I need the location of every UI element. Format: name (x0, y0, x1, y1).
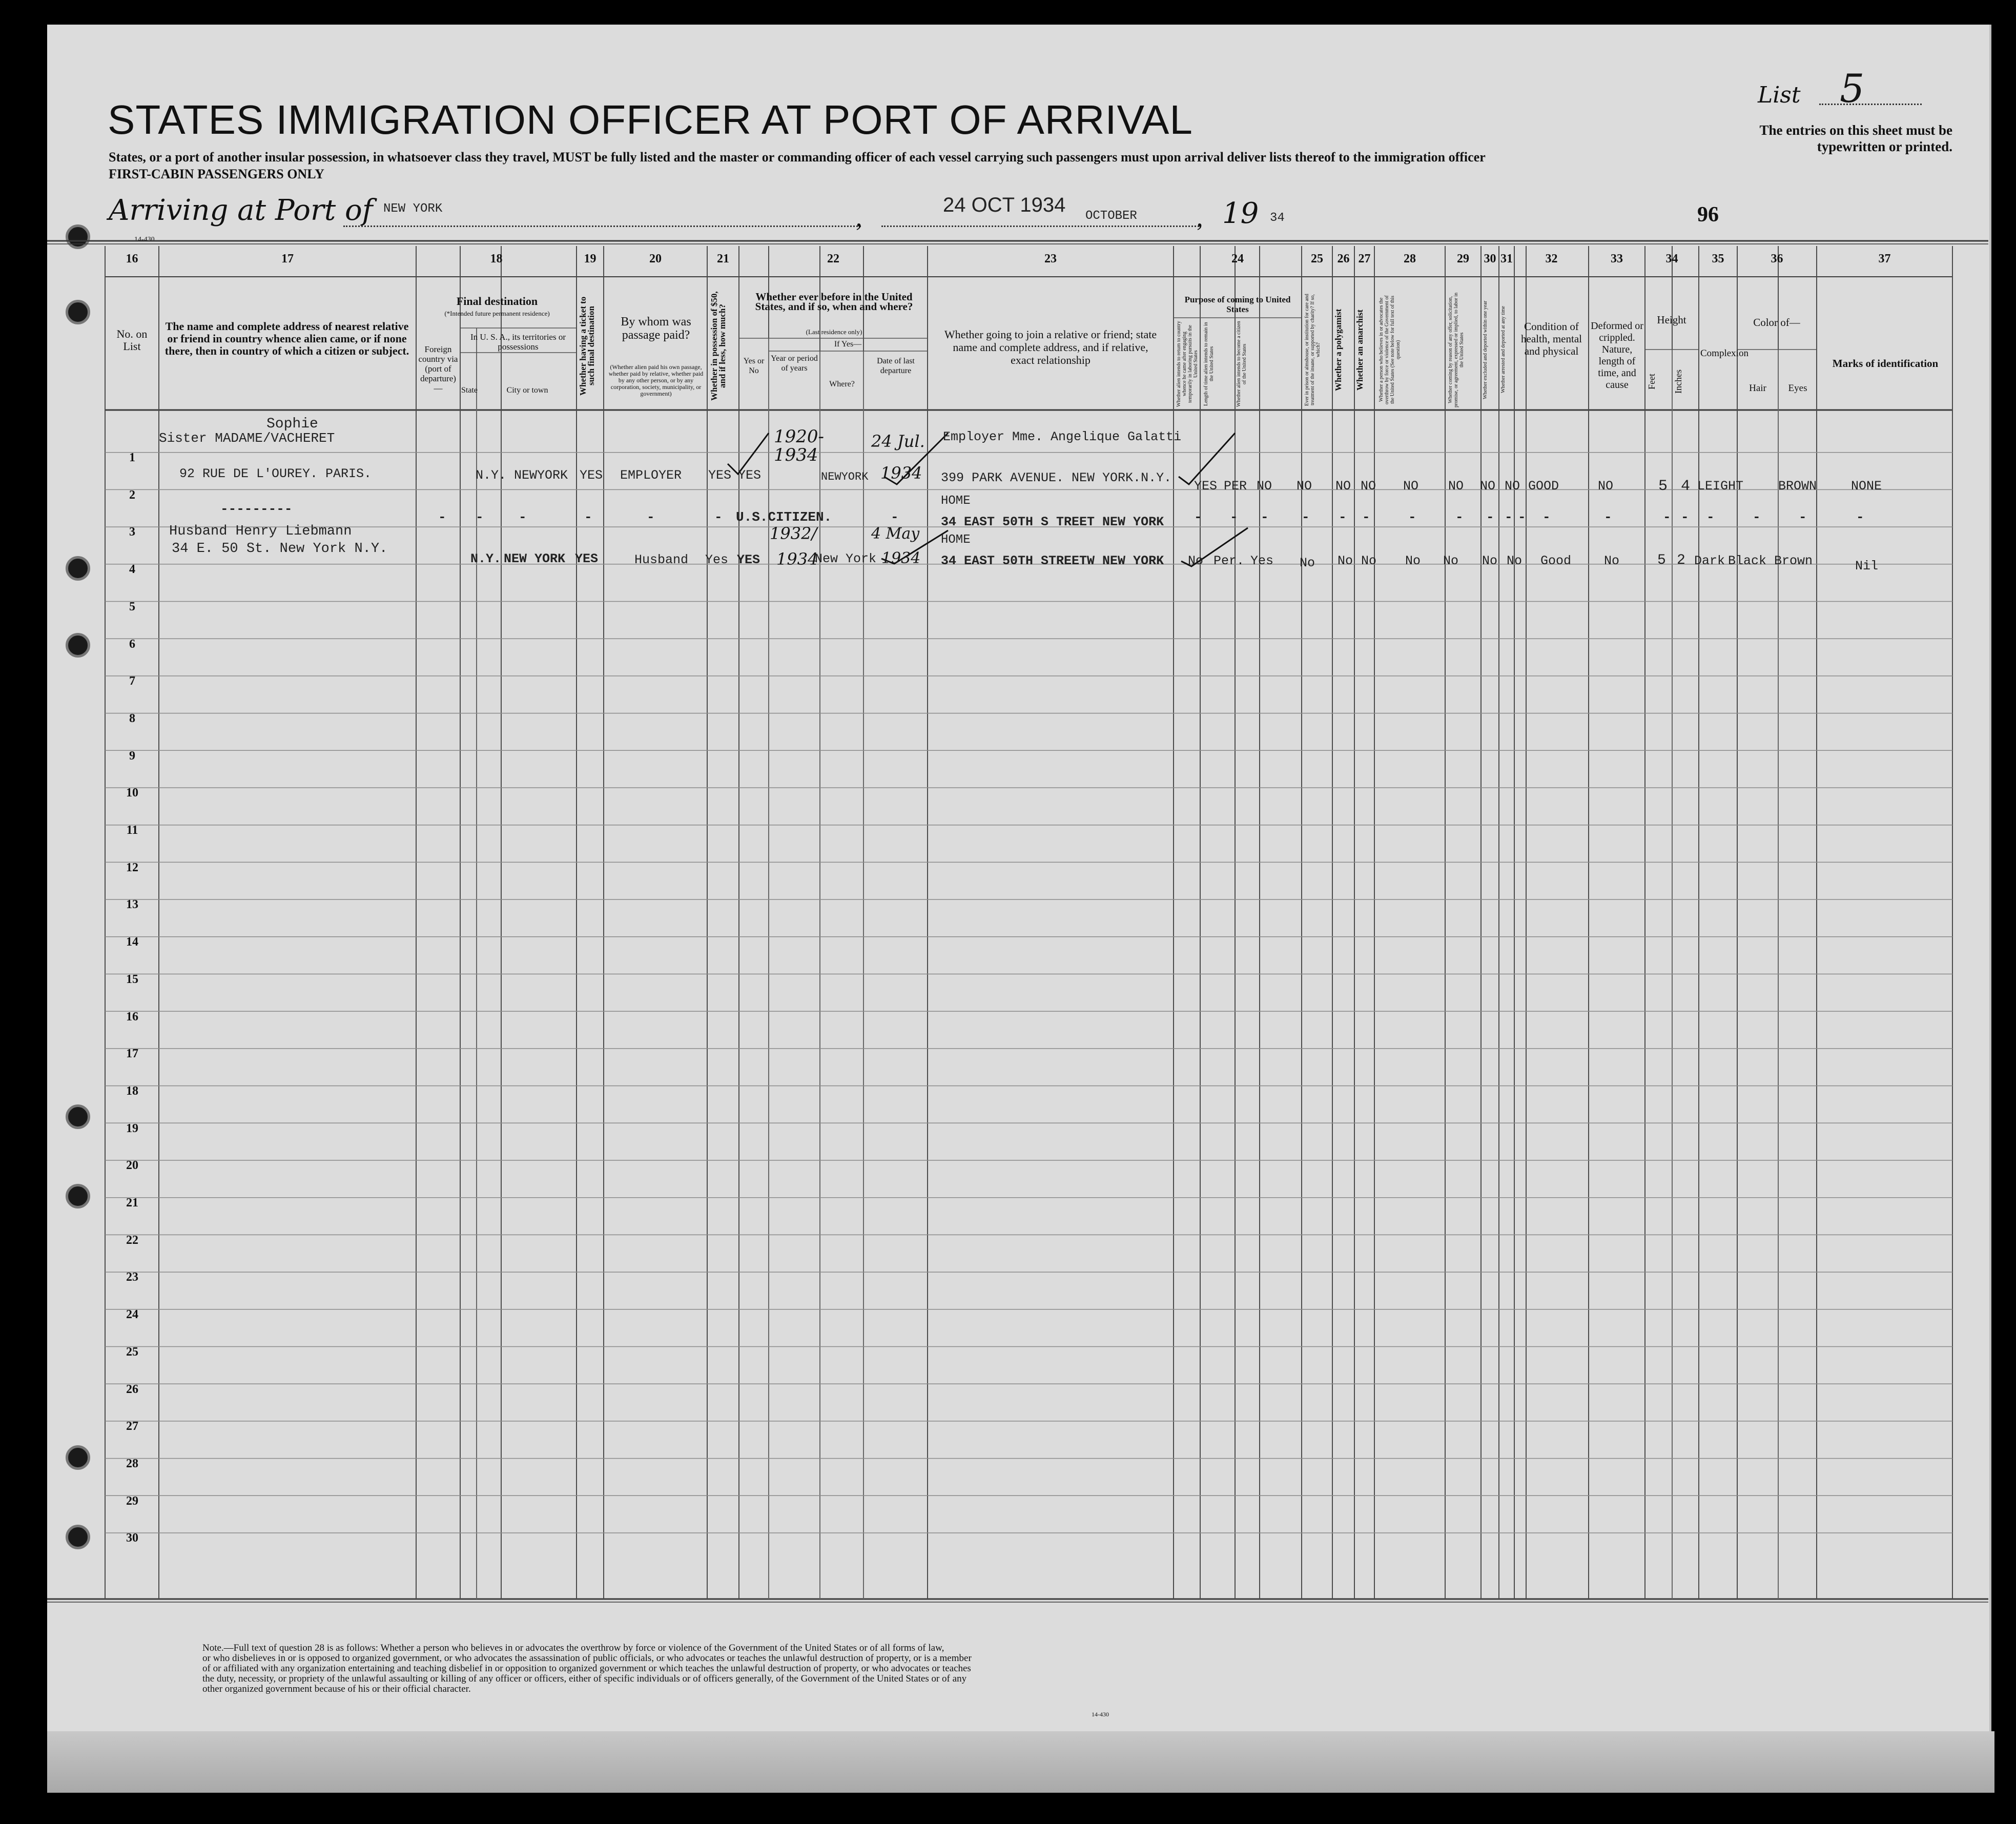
col-header-sub: Where? (829, 380, 855, 388)
row-number: 7 (129, 674, 135, 688)
row-number: 28 (126, 1457, 138, 1470)
list-label: List (1758, 82, 1801, 108)
height-inches: 4 (1681, 478, 1691, 495)
blank-dash: - (1542, 509, 1551, 525)
row-number: 13 (126, 898, 138, 912)
ticket: YES (575, 551, 599, 566)
col-header-sub: In U. S. A., its territories or possessions (470, 332, 566, 352)
relative-address: 34 E. 50 St. New York N.Y. (172, 541, 388, 557)
col-header-label: Ever in prison or almshouse, or institution for care and treatment of the insane, or supported by charity? If so, which? (1304, 294, 1321, 406)
row-number: 8 (129, 711, 135, 725)
relative-name: --------- (220, 501, 293, 517)
col-header-label: Whether going to join a relative or friend; state name and complete address, and if relative, exact relationship (944, 328, 1157, 366)
column-number: 25 (1311, 252, 1323, 265)
row-number: 5 (129, 600, 135, 613)
height-feet: 5 (1658, 478, 1668, 495)
col-header-sub: City or town (506, 386, 548, 395)
col-header-label: Marks of identification (1832, 357, 1939, 370)
row-number: 24 (126, 1308, 138, 1322)
row-number: 16 (126, 1010, 138, 1023)
marks: NONE (1851, 479, 1882, 494)
arrival-stamp-date: 24 OCT 1934 (943, 194, 1066, 216)
column-number: 16 (126, 252, 138, 265)
row-number: 2 (129, 488, 135, 502)
joining-address: 34 EAST 50TH STREETW NEW YORK (941, 554, 1164, 568)
ticket: YES (580, 468, 603, 483)
col-header-sub: Year or period of years (771, 354, 818, 373)
column-number: 19 (584, 252, 596, 265)
q30: No (1482, 554, 1498, 568)
joining-address: 399 PARK AVENUE. NEW YORK.N.Y. (941, 470, 1172, 485)
hair: Black (1728, 554, 1767, 568)
col-header-sub: Foreign country via (port of departure)— (418, 344, 458, 393)
col-header-note: (Last residence only) (806, 328, 862, 336)
blank-dash: - (1604, 509, 1612, 525)
q29: No (1443, 554, 1459, 568)
column-number: 28 (1404, 252, 1416, 265)
column-number: 22 (827, 252, 839, 265)
column-number: 31 (1500, 252, 1513, 265)
column-number: 23 (1044, 252, 1057, 265)
dest-city: NEWYORK (514, 468, 568, 483)
column-number: 17 (281, 252, 294, 265)
blank-dash: - (647, 509, 655, 525)
col-header-label: Whether a person who believes in or advocates the overthrow by force or violence of the Government of the United States (See note below for full text of this question) (1379, 295, 1401, 404)
column-number: 27 (1358, 252, 1371, 265)
column-number: 33 (1611, 252, 1623, 265)
footnote-line: Note.—Full text of question 28 is as follows: Whether a person who believes in or advocates the overthrow by force or violence of the Government of the United States or of all forms of law, (202, 1643, 944, 1653)
blank-dash: - (1486, 509, 1494, 525)
where-in-us: New York (815, 551, 877, 566)
blank-dash: - (438, 509, 446, 525)
arriving-label: Arriving at Port of (109, 194, 373, 227)
row-number: 15 (126, 972, 138, 986)
column-number: 36 (1771, 252, 1783, 265)
month-value: OCTOBER (1085, 209, 1137, 223)
col-header-note: (Whether alien paid his own passage, whether paid by relative, whether paid by any other person, or by any corporation, society, municipality, or government) (608, 363, 704, 397)
year-suffix: 34 (1270, 211, 1285, 225)
col-header-label: Whether arrested and deported at any time (1500, 306, 1506, 394)
col-header-label: Whether in possession of $50, and if less, how much? (709, 291, 727, 401)
relative-name: Husband Henry Liebmann (169, 524, 352, 539)
before-in-us: U.S.CITIZEN. (736, 509, 832, 525)
col-header-label: Whether excluded and deported within one year (1483, 300, 1488, 399)
page-title: STATES IMMIGRATION OFFICER AT PORT OF ARRIVAL (108, 97, 1193, 142)
col-header-label: No. on List (116, 327, 148, 353)
row-number: 18 (126, 1084, 138, 1098)
col-header-sub: Whether alien intends to become a citizen of the United States (1236, 321, 1247, 407)
blank-dash: - (1799, 509, 1807, 525)
q28: NO (1403, 479, 1419, 494)
first-cabin-label: FIRST-CABIN PASSENGERS ONLY (109, 167, 324, 181)
joining-address: 34 EAST 50TH S TREET NEW YORK (941, 515, 1164, 529)
row-number: 29 (126, 1494, 138, 1508)
form-code: 14-430 (134, 236, 155, 243)
footnote-line: of or affiliated with any organization entertaining and teaching disbelief in or opposition to organized government or which teaches the unlawful destruction of property, or who advocates or teaches (202, 1663, 971, 1674)
blank-dash: - (1856, 509, 1864, 525)
year-prefix: 19 (1222, 197, 1259, 230)
col-header-sub: Hair (1749, 383, 1766, 394)
deformed: No (1604, 554, 1620, 568)
blank-dash: - (1339, 509, 1347, 525)
col-header-sub: Yes or No (743, 357, 765, 375)
q25: No (1300, 556, 1315, 570)
footnote (202, 1643, 1227, 1694)
column-number: 35 (1712, 252, 1724, 265)
footnote-line: the duty, necessity, or propriety of the unlawful assaulting or killing of any officer or officers, either of specific individuals or of officers generally, of the Government of the United States or of any (202, 1673, 967, 1684)
blank-dash: - (519, 509, 527, 525)
dest-state: N.Y. (476, 468, 507, 483)
blank-dash: - (1194, 509, 1202, 525)
blank-dash: - (1362, 509, 1370, 525)
row-number: 1 (129, 451, 135, 464)
port-value: NEW YORK (383, 202, 443, 216)
blank-dash: - (1230, 509, 1238, 525)
row-number: 26 (126, 1382, 138, 1396)
subtitle-line: States, or a port of another insular possession, in whatsoever class they travel, MUST be fully listed and the master or commanding officer of each vessel carrying such passengers must upon arrival deliver lists thereof to the immigration officer (109, 150, 1486, 165)
q26: No (1338, 554, 1353, 568)
last-departure: 1934 (881, 549, 921, 567)
row-number: 25 (126, 1345, 138, 1359)
blank-dash: - (1518, 509, 1526, 525)
col-header-sub: Whether alien intends to return to country whence he came after engaging temporarily in laboring pursuits in the United States (1176, 321, 1199, 407)
joining: Employer Mme. Angelique Galatti (943, 429, 1182, 444)
row-number: 12 (126, 860, 138, 874)
blank-dash: - (584, 509, 592, 525)
blank-dash: - (1455, 509, 1464, 525)
column-number: 37 (1878, 252, 1891, 265)
q27: NO (1361, 479, 1376, 494)
row-number: 17 (126, 1047, 138, 1061)
col-header-label: Final destination (456, 295, 538, 308)
blank-dash: - (1663, 509, 1671, 525)
col-header-sub: State (461, 386, 478, 395)
q26: NO (1335, 479, 1351, 494)
blank-dash: - (891, 509, 899, 525)
col-header-note: (*Intended future permanent residence) (444, 310, 550, 317)
joining-home: HOME (941, 533, 971, 547)
relative-first-name: Sophie (266, 416, 318, 432)
col-header-sub: If Yes— (834, 340, 862, 349)
blank-dash: - (476, 509, 484, 525)
purpose-length: Per. (1213, 554, 1245, 568)
health: Good (1540, 554, 1572, 568)
column-number: 24 (1231, 252, 1244, 265)
purpose-length: PER (1224, 479, 1247, 494)
blank-dash: - (1302, 509, 1310, 525)
fifty-dollars: YES (708, 468, 732, 483)
q30: NO (1480, 479, 1496, 494)
paid-by: Husband (634, 552, 689, 567)
row-number: 22 (126, 1233, 138, 1247)
row-number: 6 (129, 637, 135, 651)
fifty-dollars: Yes (705, 552, 729, 567)
marks: Nil (1855, 559, 1879, 573)
blank-dash: - (1753, 509, 1761, 525)
joining-home: HOME (941, 494, 971, 508)
col-header-label: Whether an anarchist (1355, 309, 1365, 391)
row-number: 9 (129, 749, 135, 763)
before-in-us: YES (738, 468, 762, 483)
col-header-sub: Inches (1673, 370, 1683, 394)
years-in-us: 1934 (776, 549, 818, 569)
typewritten-notice: The entries on this sheet must be typewritten or printed. (1759, 122, 1952, 154)
column-number: 20 (649, 252, 662, 265)
blank-dash: - (1261, 509, 1269, 525)
years-in-us: 1934 (774, 445, 818, 465)
row-number: 23 (126, 1270, 138, 1284)
comma: , (1197, 203, 1203, 232)
column-number: 21 (717, 252, 729, 265)
q31: NO (1505, 479, 1520, 494)
row-number: 3 (129, 525, 135, 539)
col-header-label: Height (1657, 314, 1686, 326)
purpose-return: No (1188, 554, 1204, 568)
column-number: 18 (490, 252, 503, 265)
blank-dash: - (1408, 509, 1416, 525)
paid-by: EMPLOYER (620, 468, 682, 483)
q31: No (1507, 554, 1523, 568)
blank-dash: - (714, 509, 723, 525)
col-header-label: The name and complete address of nearest relative or friend in country whence alien came, or if none there, then in country of which a citizen or subject. (164, 320, 409, 357)
years-in-us: 1920- (774, 426, 825, 447)
column-number: 32 (1545, 252, 1558, 265)
row-number: 10 (126, 786, 138, 800)
where-in-us: NEWYORK (821, 470, 869, 483)
blank-dash: - (1706, 509, 1715, 525)
last-departure: 4 May (871, 525, 920, 543)
height-inches: 2 (1677, 552, 1685, 568)
row-number: 30 (126, 1531, 138, 1545)
page-number: 96 (1697, 203, 1719, 227)
row-number: 21 (126, 1196, 138, 1210)
blank-dash: - (1505, 509, 1513, 525)
column-number: 34 (1665, 252, 1678, 265)
col-header-label: Complexion (1700, 348, 1748, 359)
deformed: NO (1598, 479, 1614, 494)
footnote-line: or who disbelieves in or is opposed to organized government, or who advocates the assassination of public officials, or who advocates or teaches the unlawful destruction of property, or is a member (202, 1653, 972, 1664)
q29: NO (1448, 479, 1464, 494)
q27: No (1361, 554, 1377, 568)
purpose-citizen: NO (1257, 479, 1272, 494)
last-departure: 24 Jul. (871, 432, 925, 451)
purpose-return: YES (1194, 479, 1218, 494)
column-number: 29 (1457, 252, 1469, 265)
col-header-label: Purpose of coming to United States (1184, 295, 1291, 314)
relative-address: 92 RUE DE L'OUREY. PARIS. (179, 466, 372, 481)
column-number: 26 (1337, 252, 1350, 265)
relative-name: Sister MADAME/VACHERET (159, 431, 335, 446)
col-header-label: Whether having a ticket to such final destination (578, 296, 596, 396)
footnote-form-code: 14-430 (1092, 1711, 1109, 1718)
col-header-sub: Date of last departure (877, 357, 915, 375)
dest-city: NEW YORK (504, 551, 566, 566)
complexion: Dark (1694, 554, 1725, 568)
q28: No (1405, 554, 1421, 568)
last-departure: 1934 (880, 463, 922, 483)
row-number: 4 (129, 563, 135, 577)
complexion: LEIGHT (1697, 479, 1744, 494)
eyes: BROWN (1778, 479, 1817, 494)
purpose-citizen: Yes (1250, 554, 1274, 568)
col-header-sub: Length of time alien intends to remain in the United States (1203, 322, 1215, 406)
years-in-us: 1932/ (770, 524, 817, 543)
comma: , (856, 203, 862, 232)
col-header-sub: Eyes (1788, 383, 1807, 394)
col-header-label: By whom was passage paid? (621, 315, 691, 342)
eyes: Brown (1774, 554, 1813, 568)
dest-state: N.Y. (470, 551, 502, 566)
row-number: 20 (126, 1159, 138, 1173)
col-header-label: Color of— (1753, 316, 1800, 329)
blank-dash: - (1681, 509, 1689, 525)
before-in-us: YES (737, 552, 760, 567)
health: GOOD (1528, 479, 1559, 494)
footnote-line: other organized government because of his or their official character. (202, 1684, 471, 1694)
col-header-label: Deformed or crippled. Nature, length of time, and cause (1591, 320, 1643, 391)
row-number: 27 (126, 1420, 138, 1433)
col-header-sub: Feet (1647, 374, 1657, 390)
col-header-label: Whether coming by reason of any offer, solicitation, promise, or agreement, expressed or implied, to labor in the United States (1448, 292, 1465, 407)
column-number: 30 (1484, 252, 1496, 265)
row-number: 11 (126, 824, 138, 837)
q25: NO (1297, 479, 1312, 494)
col-header-label: Whether a polygamist (1333, 309, 1343, 391)
list-number: 5 (1840, 66, 1865, 111)
height-feet: 5 (1657, 552, 1666, 568)
col-header-label: Whether ever before in the United States, and if so, when and where? (755, 291, 913, 313)
row-number: 14 (126, 935, 138, 949)
col-header-label: Condition of health, mental and physical (1521, 320, 1582, 357)
row-number: 19 (126, 1121, 138, 1135)
